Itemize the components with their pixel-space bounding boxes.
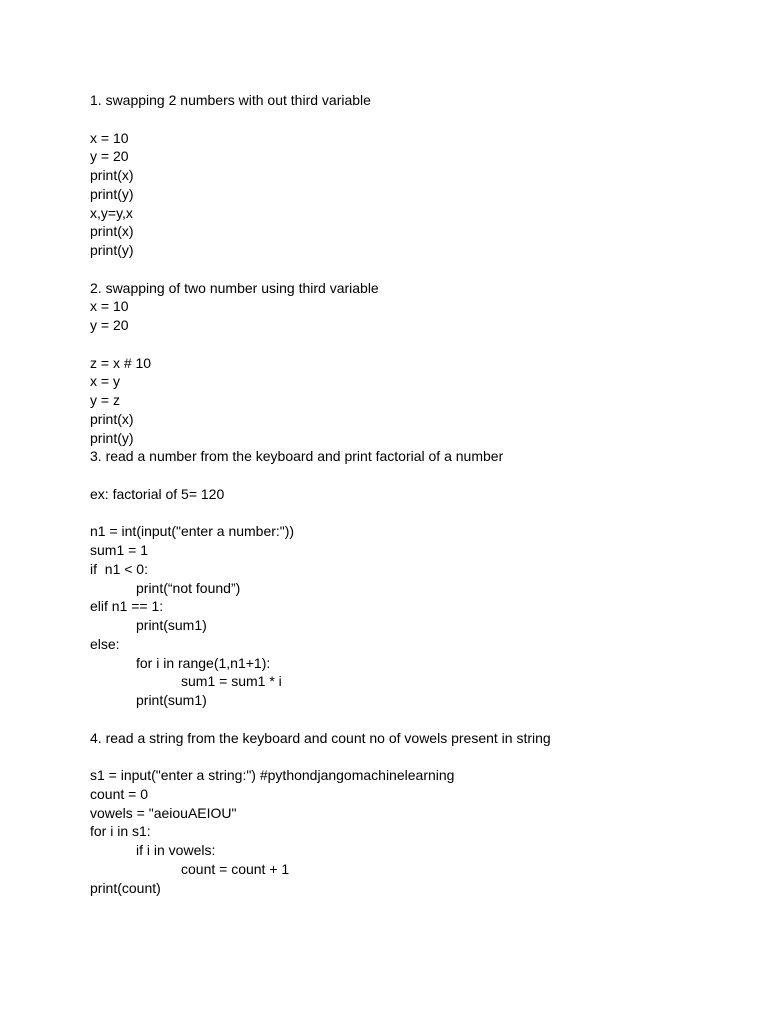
text-line: x = 10 bbox=[90, 298, 129, 315]
text-line: 3. read a number from the keyboard and print factorial of a number bbox=[90, 448, 504, 465]
text-line: x = 10 bbox=[90, 129, 129, 146]
text-line: 4. read a string from the keyboard and count no of vowels present in string bbox=[90, 729, 551, 746]
text-line: count = count + 1 bbox=[181, 860, 290, 877]
text-line: print(y) bbox=[90, 429, 134, 446]
document-body bbox=[90, 91, 730, 897]
text-line: n1 = int(input("enter a number:")) bbox=[90, 523, 295, 540]
text-line: else: bbox=[90, 635, 120, 652]
blank-line bbox=[90, 335, 730, 354]
text-line: 1. swapping 2 numbers with out third variable bbox=[90, 92, 371, 108]
blank-line bbox=[90, 110, 730, 129]
text-line: print(sum1) bbox=[136, 617, 207, 633]
blank-line bbox=[90, 504, 730, 523]
text-line: print(y) bbox=[90, 242, 134, 258]
text-line: s1 = input("enter a string:") #pythondjangomachinelearning bbox=[90, 767, 455, 783]
text-line: x,y=y,x bbox=[90, 204, 133, 221]
blank-line bbox=[90, 260, 730, 279]
text-line: print(y) bbox=[90, 185, 134, 202]
text-line: 2. swapping of two number using third variable bbox=[90, 279, 379, 296]
text-line: for i in s1: bbox=[90, 823, 151, 840]
text-line: print(x) bbox=[90, 410, 134, 427]
text-line: print(count) bbox=[90, 879, 161, 896]
text-line: if i in vowels: bbox=[136, 842, 216, 858]
text-line: vowels = "aeiouAEIOU" bbox=[90, 804, 237, 821]
blank-line bbox=[90, 710, 730, 729]
text-line: print(“not found”) bbox=[136, 579, 241, 596]
text-line: sum1 = sum1 * i bbox=[181, 673, 282, 690]
blank-line bbox=[90, 747, 730, 766]
text-line: print(x) bbox=[90, 223, 134, 240]
text-line: elif n1 == 1: bbox=[90, 598, 164, 615]
text-line: y = z bbox=[90, 392, 120, 408]
text-line: print(x) bbox=[90, 167, 134, 183]
text-line: ex: factorial of 5= 120 bbox=[90, 485, 225, 502]
blank-line bbox=[90, 466, 730, 485]
text-line: if n1 < 0: bbox=[90, 560, 148, 577]
text-line: z = x # 10 bbox=[90, 354, 152, 371]
text-line: sum1 = 1 bbox=[90, 542, 148, 558]
text-line: y = 20 bbox=[90, 148, 129, 165]
text-line: y = 20 bbox=[90, 317, 129, 333]
text-line: x = y bbox=[90, 373, 120, 390]
text-line: for i in range(1,n1+1): bbox=[136, 654, 271, 671]
text-line: count = 0 bbox=[90, 785, 148, 802]
text-line: print(sum1) bbox=[136, 692, 207, 708]
